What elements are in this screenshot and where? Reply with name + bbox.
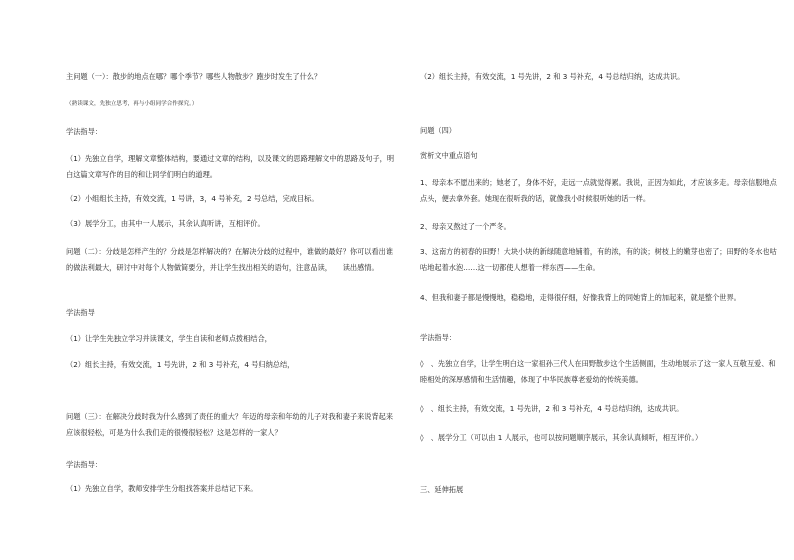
question-1-step-1: （1）先独立自学，理解文章整体结构，要通过文章的结构，以及课文的思路理解文中的思路及句子，明白这篇文章写作的目的和让同学们明白的道理。 (66, 154, 395, 179)
sentence-1: 1、母亲本不愿出来的；她老了，身体不好，走远一点就觉得累。我说，正因为如此，才应该多走。母亲信服地点点头，便去拿外套。她现在很听我的话，就像我小时候很听她的话一样。 (420, 178, 777, 203)
sentence-4: 4、但我和妻子都是慢慢地，稳稳地，走得很仔细，好像我背上的同她背上的加起来，就是整个世界。 (420, 293, 741, 302)
question-1-title: 主问题（一）：散步的地点在哪？哪个季节？哪些人物散步？跑步时发生了什么？ (66, 72, 322, 81)
sentence-3: 3、这南方的初春的田野！大块小块的新绿随意地铺着，有的浓，有的淡；树枝上的嫩芽也密了；田野的冬水也咕咕地起着水泡……这一切都使人想着一样东西——生命。 (420, 247, 777, 272)
question-2-title: 问题（二）：分歧是怎样产生的？分歧是怎样解决的？在解决分歧的过程中，谁做的最好？你可以看出谁的做法利最大，研讨中对每个人物做简要分，并让学生找出相关的语句，注意品读， 读出感情。 (66, 247, 394, 272)
guide-item-2: ◊ 、组长主持，有效交流，1 号先讲，2 和 3 号补充，4 号总结归纳，达成共识。 (420, 404, 684, 413)
question-1-step-3: （3）展学分工，由其中一人展示，其余认真听讲，互相评价。 (66, 219, 265, 228)
question-3-guide-heading: 学法指导： (66, 460, 102, 469)
question-4-title: 问题（四） (420, 126, 456, 135)
question-1-guide-heading: 学法指导： (66, 127, 102, 136)
sentence-2: 2、母亲又熬过了一个严冬。 (420, 222, 511, 231)
guide-item-1: ◊ 、先独立自学，让学生明白这一家祖孙三代人在田野散步这个生活侧面，生动地展示了这一家人互敬互爱、和睦相处的深厚感情和生活情趣，体现了中华民族尊老爱幼的传统美德。 (420, 359, 776, 384)
question-2-step-1: （1）让学生先独立学习并读课文，学生自读和老师点拨相结合， (66, 334, 272, 343)
question-1-note: （熟读课文，先独立思考，再与小组同学合作探究。） (66, 101, 198, 107)
question-3-title: 问题（三）：在解决分歧时我为什么感到了责任的重大？年迈的母亲和年幼的儿子对我和妻子来说背起来应该很轻松，可是为什么我们走的很慢很轻松？这是怎样的一家人？ (66, 412, 394, 437)
question-2-guide-heading: 学法指导 (66, 308, 95, 317)
question-3-step-1: （1）先独立自学，教师安排学生分组找答案并总结记下来。 (66, 484, 258, 493)
guide-item-3: ◊ 、展学分工（可以由 1 人展示，也可以按问题顺序展示，其余认真倾听，相互评价。） (420, 433, 703, 442)
guide-heading: 学法指导： (420, 333, 456, 342)
question-4-subtitle: 赏析文中重点语句 (420, 151, 478, 160)
question-1-step-2: （2）小组组长主持，有效交流，1 号讲，3，4 号补充，2 号总结，完成目标。 (66, 194, 319, 203)
section-3-heading: 三、延伸拓展 (420, 485, 464, 494)
question-2-step-2: （2）组长主持，有效交流，1 号先讲，2 和 3 号补充，4 号归纳总结， (66, 360, 295, 369)
top-step-2: （2）组长主持，有效交流，1 号先讲，2 和 3 号补充，4 号总结归纳，达成共识。 (420, 72, 685, 81)
